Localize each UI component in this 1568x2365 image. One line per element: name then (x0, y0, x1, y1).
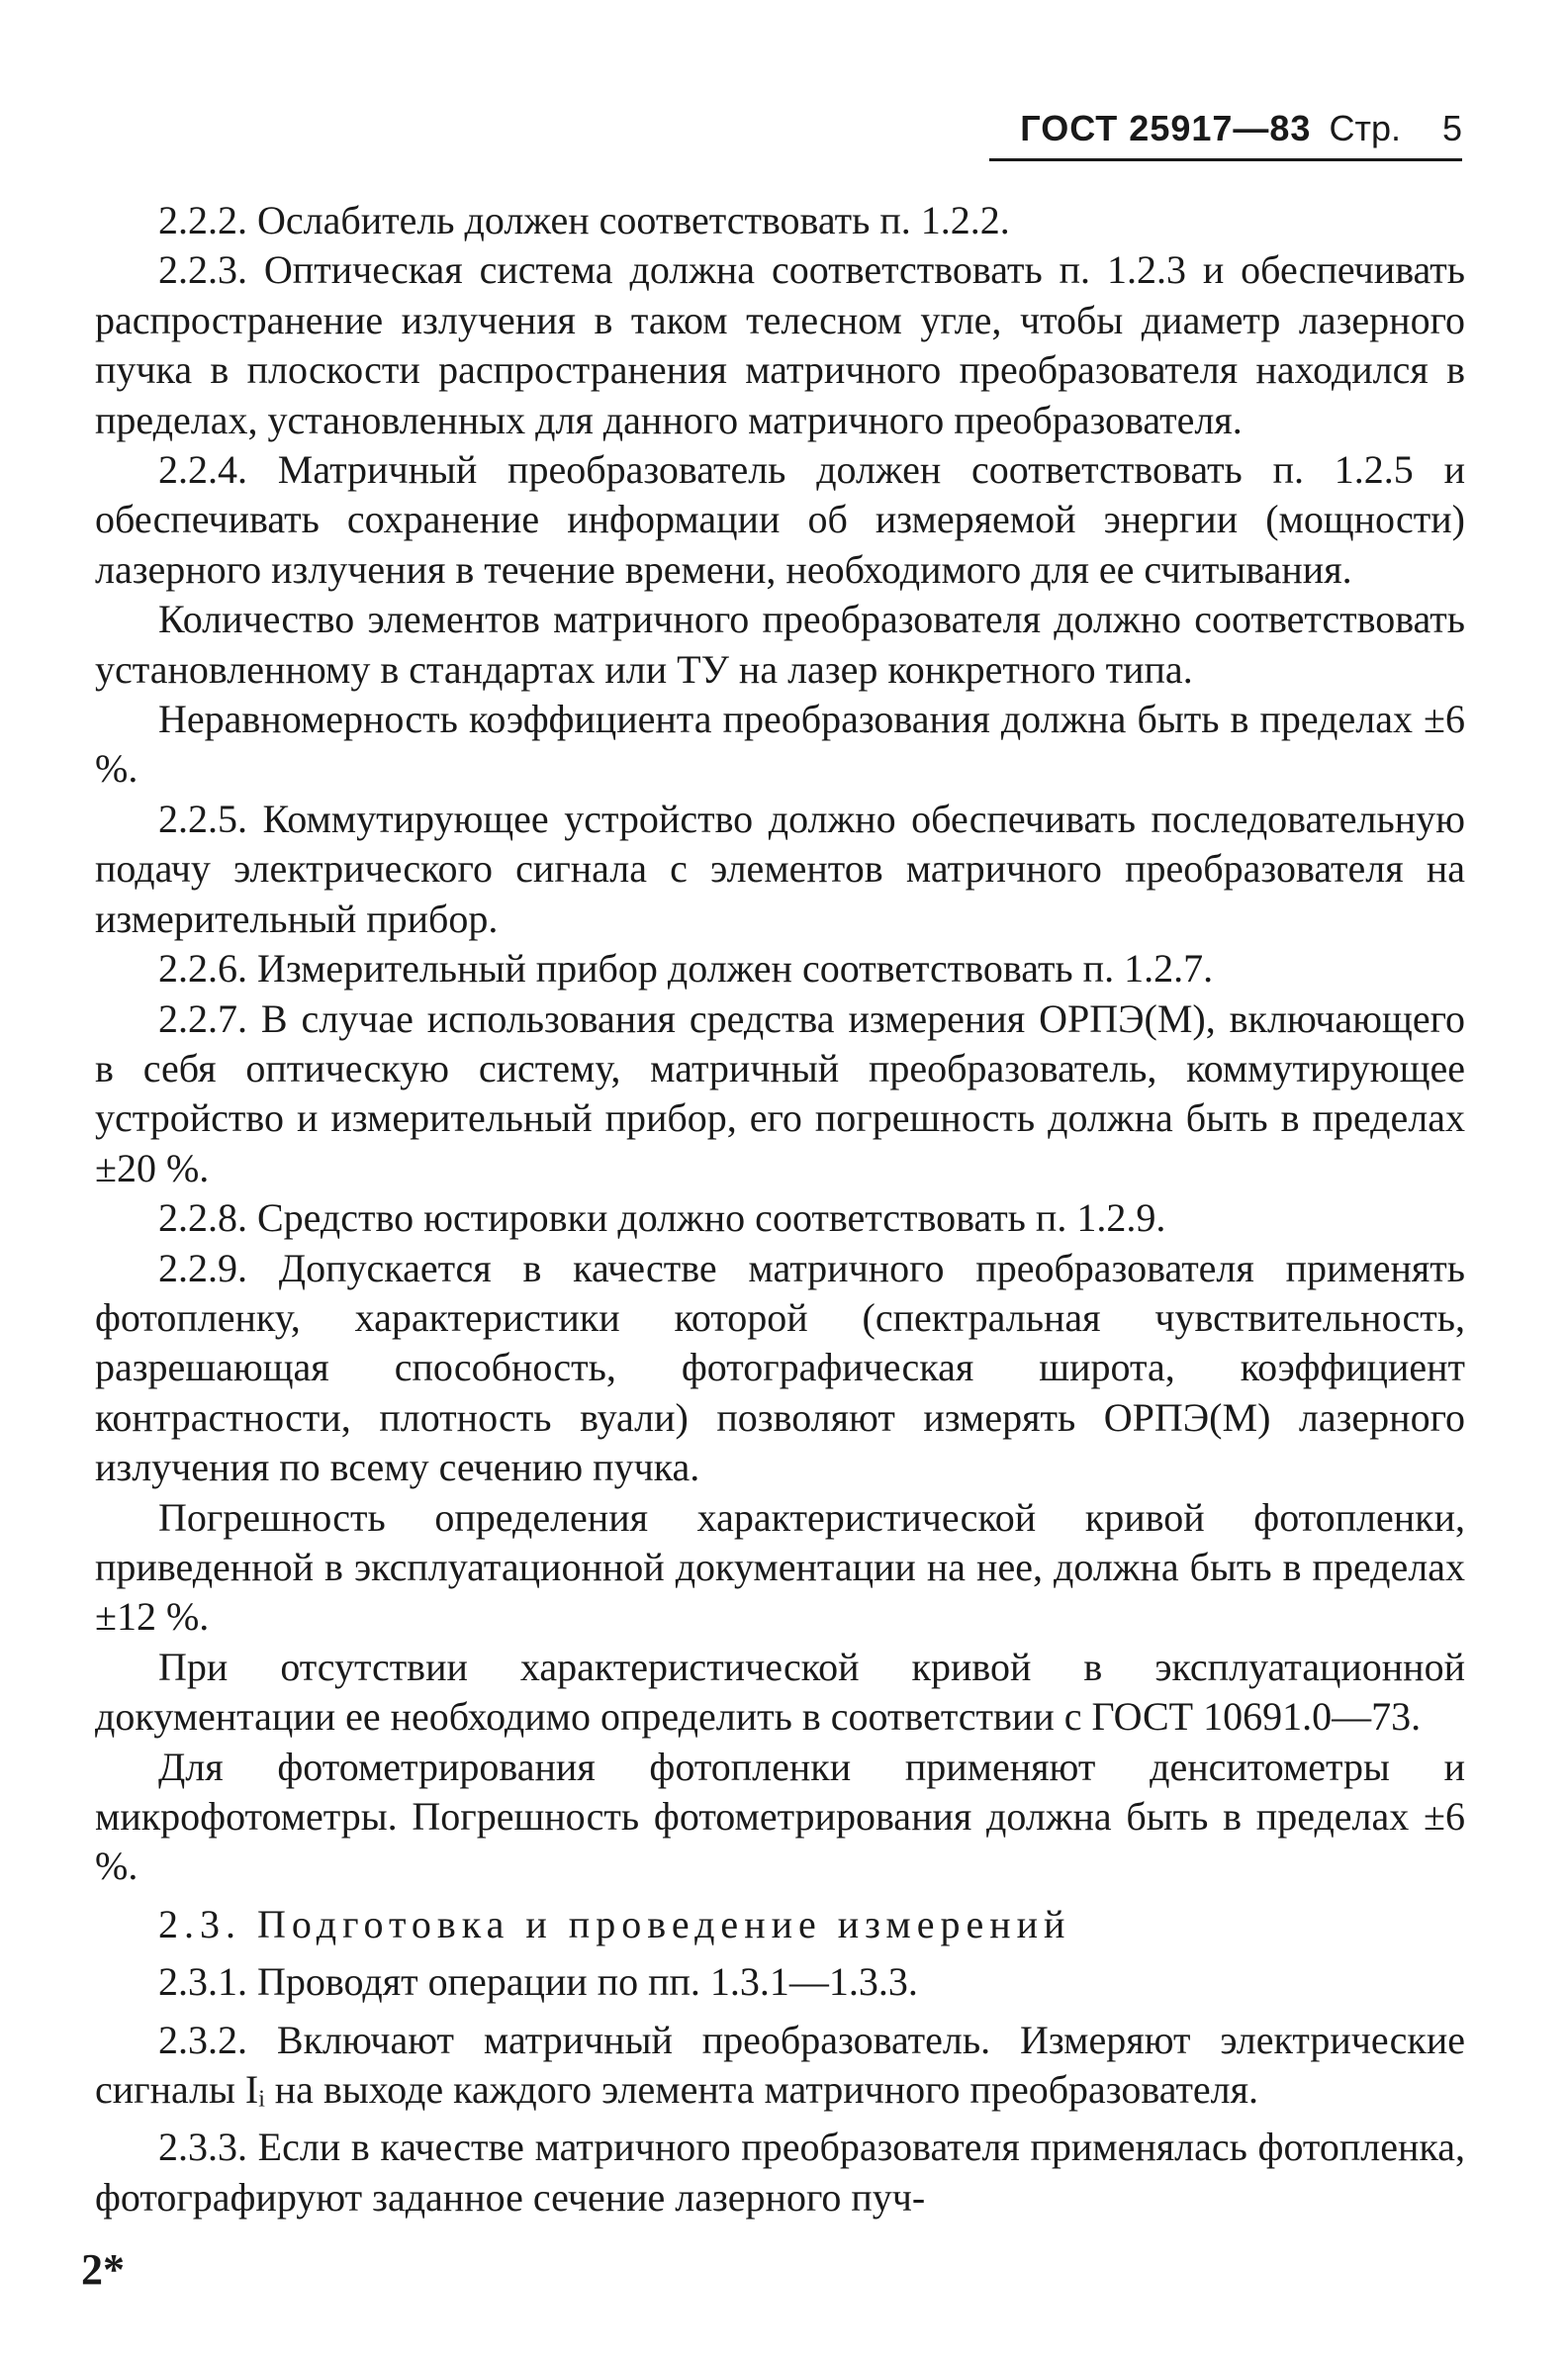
paragraph: 2.2.5. Коммутирующее устройство должно обеспечивать последовательную подачу электрического сигнала с элементов матричного преобразователя на измерительный прибор. (95, 796, 1465, 941)
paragraph: 2.2.4. Матричный преобразователь должен соответствовать п. 1.2.5 и обеспечивать сохранение информации об измеряемой энергии (мощности) лазерного излучения в течение времени, необходимого для ее считывания. (95, 447, 1465, 592)
standard-number: ГОСТ 25917—83 (1020, 108, 1312, 148)
paragraph: Погрешность определения характеристической кривой фотопленки, приведенной в эксплуатационной документации на нее, должна быть в пределах ±12 %. (95, 1494, 1465, 1640)
paragraph: Для фотометрирования фотопленки применяют денситометры и микрофотометры. Погрешность фотометрирования должна быть в пределах ±6 %. (95, 1744, 1465, 1889)
paragraph: 2.2.8. Средство юстировки должно соответствовать п. 1.2.9. (158, 1195, 1166, 1241)
paragraph: 2.2.3. Оптическая система должна соответствовать п. 1.2.3 и обеспечивать распространение излучения в таком телесном угле, чтобы диаметр лазерного пучка в плоскости распространения матричного преобразователя находился в пределах, установленных для данного матричного преобразователя. (95, 247, 1465, 442)
paragraph: 2.2.9. Допускается в качестве матричного преобразователя применять фотопленку, характеристики которой (спектральная чувствительность, разрешающая способность, фотографическая широта, коэффициент контрастности, плотность вуали) позволяют измерять ОРПЭ(М) лазерного излучения по всему сечению пучка. (95, 1245, 1465, 1490)
paragraph: 2.3.1. Проводят операции по пп. 1.3.1—1.3.3. (158, 1959, 918, 2005)
signature-mark: 2* (81, 2245, 125, 2294)
paragraph: 2.3.3. Если в качестве матричного преобразователя применялась фотопленка, фотографируют заданное сечение лазерного пуч- (95, 2125, 1465, 2220)
document-body (95, 196, 1465, 2223)
page-header (989, 107, 1462, 161)
page-label: Стр. (1329, 108, 1401, 148)
section-heading: 2.3. Подготовка и проведение измерений (158, 1901, 1071, 1946)
paragraph: Неравномерность коэффициента преобразования должна быть в пределах ±6 %. (95, 697, 1465, 792)
paragraph: 2.2.2. Ослабитель должен соответствовать п. 1.2.2. (158, 198, 1010, 242)
paragraph: 2.2.6. Измерительный прибор должен соответствовать п. 1.2.7. (158, 946, 1214, 992)
paragraph: Количество элементов матричного преобразователя должно соответствовать установленному в стандартах или ТУ на лазер конкретного типа. (95, 597, 1465, 692)
paragraph: 2.3.2. Включают матричный преобразователь. Измеряют электрические сигналы Iᵢ на выходе каждого элемента матричного преобразователя. (95, 2017, 1465, 2113)
paragraph: При отсутствии характеристической кривой в эксплуатационной документации ее необходимо определить в соответствии с ГОСТ 10691.0—73. (95, 1644, 1465, 1740)
page-number: 5 (1441, 108, 1462, 148)
paragraph: 2.2.7. В случае использования средства измерения ОРПЭ(М), включающего в себя оптическую систему, матричный преобразователь, коммутирующее устройство и измерительный прибор, его погрешность должна быть в пределах ±20 %. (95, 995, 1465, 1190)
